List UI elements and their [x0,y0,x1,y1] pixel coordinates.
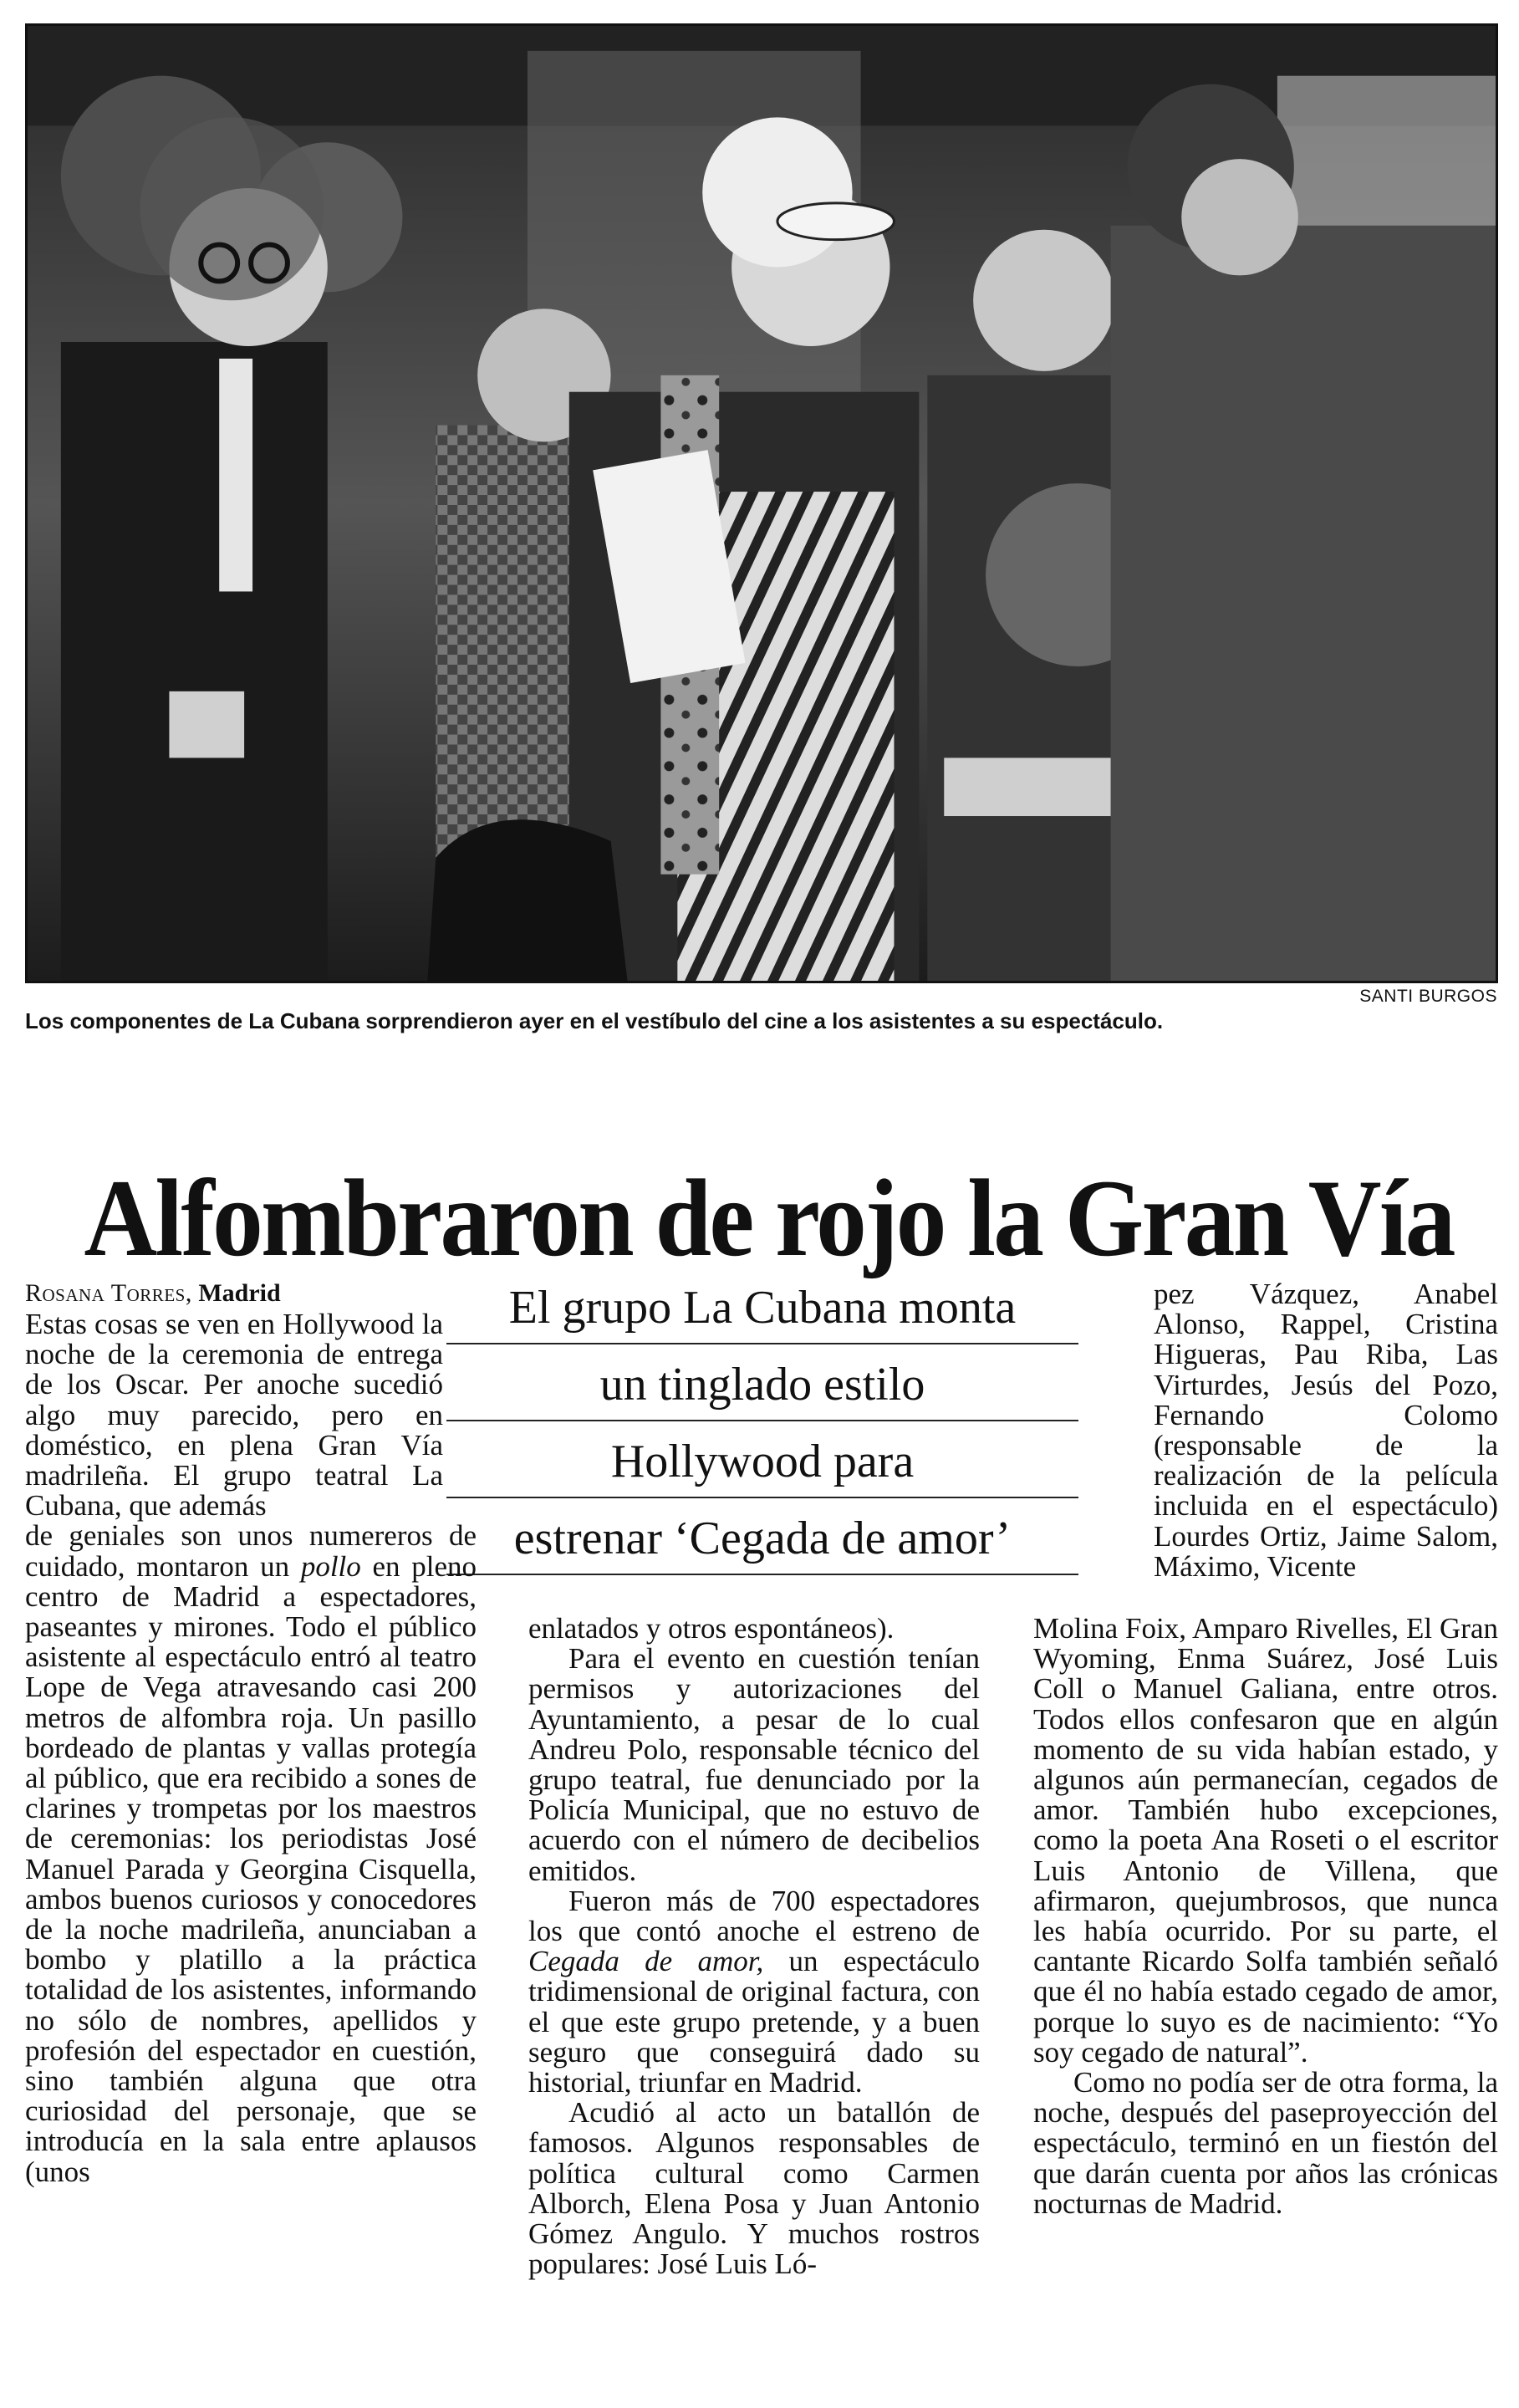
photo-caption: Los componentes de La Cubana sorprendieron ayer en el vestíbulo del cine a los asistentes a su espectáculo. [25,1008,1164,1033]
deck-line: Hollywood para [446,1421,1078,1498]
text-run: de geniales son unos numereros de cuidado, montaron un [25,1519,477,1583]
italic-text: pollo [300,1549,361,1583]
paragraph: enlatados y otros espontáneos). [528,1612,895,1645]
byline-author: Rosana Torres, [25,1279,192,1307]
deck-line: un tinglado estilo [446,1344,1078,1421]
byline-city: Madrid [198,1279,281,1307]
column-3-top [1154,1279,1498,1582]
paragraph: Molina Foix, Amparo Rivelles, El Gran Wyoming, Enma Suárez, José Luis Coll o Manuel Galiana, entre otros. Todos ellos confesaron que en algún momento de su vida habían estado, y algunos aún permanecían, cegados de amor. También hubo excepciones, como la poeta Ana Roseti o el escritor Luis Antonio de Villena, que afirmaron, quejumbrosos, que nunca les había ocurrido. Por su parte, el cantante Ricardo Solfa también señaló que él no había estado cegado de amor, porque lo suyo es de nacimiento: “Yo soy cegado de natural”. [1033,1612,1498,2069]
byline [25,1278,393,1309]
column-2 [528,1614,980,2279]
text-run: en pleno centro de Madrid a espectadores, paseantes y mirones. Todo el público asistente al espectáculo entró al teatro Lope de Vega atravesando casi 200 metros de alfombra roja. Un pasillo bordeado de plantas y vallas protegía al público, que era recibido a sones de clarines y trompetas por los maestros de ceremonias: los periodistas José Manuel Parada y Georgina Cisquella, ambos buenos curiosos y conocedores de la noche madrileña, anunciaban a bombo y platillo a la práctica totalidad de los asistentes, informando no sólo de nombres, apellidos y profesión del espectador en cuestión, sino también alguna que otra curiosidad del personaje, que se introducía en la sala entre aplausos (unos [25,1549,477,2188]
paragraph: Para el evento en cuestión tenían permisos y autorizaciones del Ayuntamiento, a pesar de lo cual Andreu Polo, responsable técnico del grupo teatral, fue denunciado por la Policía Municipal, que no estuvo de acuerdo con el número de decibelios emitidos. [528,1642,980,1887]
text-run: Fueron más de 700 espectadores los que contó anoche el estreno de [528,1884,980,1948]
paragraph: Acudió al acto un batallón de famosos. Algunos responsables de política cultural como Carmen Alborch, Elena Posa y Juan Antonio Gómez Angulo. Y muchos rostros populares: José Luis Ló- [528,2096,980,2281]
deck-line: El grupo La Cubana monta [446,1268,1078,1344]
paragraph [25,1521,477,2186]
column-3-bottom [1033,1614,1498,2219]
italic-text: Cegada de amor, [528,1945,764,1978]
paragraph: pez Vázquez, Anabel Alonso, Rappel, Cristina Higueras, Pau Riba, Las Virturdes, Jesús del Pozo, Fernando Colomo (responsable de la realización de la película incluida en el espectáculo) Lourdes Ortiz, Jaime Salom, Máximo, Vicente [1154,1278,1498,1583]
news-photo [25,23,1498,983]
deck-line: estrenar ‘Cegada de amor’ [446,1498,1078,1575]
photo-credit: SANTI BURGOS [1359,987,1497,1006]
text-run: un espectáculo tridimensional de original factura, con el que este grupo pretende, y a buen seguro que conseguirá dado su historial, triunfar en Madrid. [528,1945,980,2099]
paragraph: Como no podía ser de otra forma, la noche, después del paseproyección del espectáculo, terminó en un fiestón del que darán cuenta por años las crónicas nocturnas de Madrid. [1033,2066,1498,2220]
paragraph: Estas cosas se ven en Hollywood la noche de la ceremonia de entrega de los Oscar. Per anoche sucedió algo muy parecido, pero en doméstico, en plena Gran Vía madrileña. El grupo teatral La Cubana, que además [25,1308,443,1523]
crowd-photo-illustration [28,26,1496,981]
headline: Alfombraron de rojo la Gran Vía [84,1156,1454,1280]
paragraph [528,1886,980,2098]
